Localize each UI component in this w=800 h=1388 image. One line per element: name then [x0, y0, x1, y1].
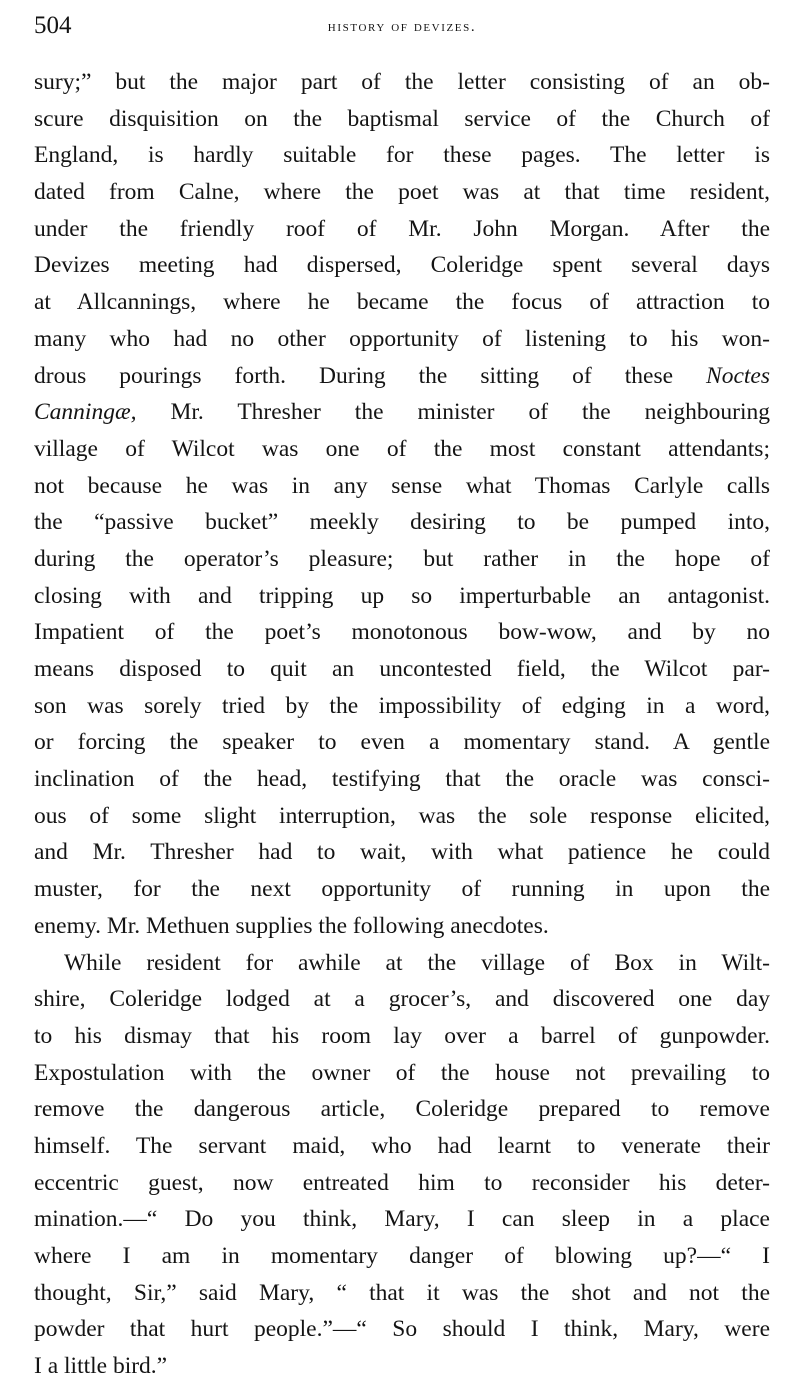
italic-phrase: Noctes — [706, 362, 771, 389]
text-line: While resident for awhile at the village of Box in Wilt- — [64, 949, 770, 976]
text-line: dated from Calne, where the poet was at that time resident, — [34, 179, 770, 206]
text-line: ous of some slight interruption, was the sole response elicited, — [34, 802, 770, 829]
text-line: means disposed to quit an uncontested field, the Wilcot par- — [34, 656, 770, 682]
text-line: shire, Coleridge lodged at a grocer’s, and discovered one day — [34, 986, 770, 1013]
text-line: at Allcannings, where he became the focus of attraction to — [34, 289, 770, 316]
text-line: Devizes meeting had dispersed, Coleridge spent several days — [34, 252, 770, 279]
text-line: scure disquisition on the baptismal service of the Church of — [34, 105, 770, 132]
running-title: history of devizes. — [327, 19, 477, 35]
text-line: and Mr. Thresher had to wait, with what patience he could — [34, 839, 770, 866]
text-line: England, is hardly suitable for these pages. The letter is — [34, 142, 770, 169]
paragraph — [34, 64, 770, 945]
text-segment: Mr. Thresher the minister of the neighbouring — [170, 399, 770, 426]
text-line: under the friendly roof of Mr. John Morgan. After the — [34, 215, 770, 242]
text-line: to his dismay that his room lay over a barrel of gunpowder. — [34, 1022, 770, 1049]
italic-phrase: Canningæ, — [34, 399, 137, 426]
text-segment: drous pourings forth. During the sitting of these — [34, 362, 674, 389]
text-line: closing with and tripping up so imperturbable an antagonist. — [34, 582, 770, 609]
text-line: not because he was in any sense what Thomas Carlyle calls — [34, 472, 770, 499]
text-line: eccentric guest, now entreated him to reconsider his deter- — [34, 1169, 770, 1196]
text-line: son was sorely tried by the impossibility of edging in a word, — [34, 692, 770, 719]
text-line: muster, for the next opportunity of running in upon the — [34, 876, 770, 903]
text-line: sury;” but the major part of the letter consisting of an ob- — [34, 69, 770, 95]
text-line: village of Wilcot was one of the most constant attendants; — [34, 435, 770, 462]
text-line: Expostulation with the owner of the house not prevailing to — [34, 1059, 770, 1086]
text-line: many who had no other opportunity of listening to his won- — [34, 325, 770, 352]
text-line: himself. The servant maid, who had learnt to venerate their — [34, 1132, 770, 1159]
text-line: remove the dangerous article, Coleridge prepared to remove — [34, 1096, 770, 1123]
text-line: enemy. Mr. Methuen supplies the following anecdotes. — [34, 912, 549, 939]
text-line: Impatient of the poet’s monotonous bow-wow, and by no — [34, 619, 770, 646]
body-text — [34, 64, 770, 1385]
text-line: where I am in momentary danger of blowing up?—“ I — [34, 1243, 770, 1269]
text-line: thought, Sir,” said Mary, “ that it was the shot and not the — [34, 1279, 770, 1306]
text-line-with-italic — [34, 394, 770, 431]
page-number: 504 — [34, 12, 72, 39]
paragraph — [34, 945, 770, 1385]
text-line: during the operator’s pleasure; but rather in the hope of — [34, 545, 770, 572]
text-line: or forcing the speaker to even a momentary stand. A gentle — [34, 729, 770, 756]
text-line: I a little bird.” — [34, 1353, 168, 1380]
text-line: powder that hurt people.”—“ So should I think, Mary, were — [34, 1316, 770, 1343]
text-line: mination.—“ Do you think, Mary, I can sleep in a place — [34, 1206, 770, 1233]
text-line-with-italic — [34, 358, 770, 395]
text-line: inclination of the head, testifying that the oracle was consci- — [34, 766, 770, 793]
text-line: the “passive bucket” meekly desiring to be pumped into, — [34, 509, 770, 536]
running-header — [34, 8, 770, 44]
